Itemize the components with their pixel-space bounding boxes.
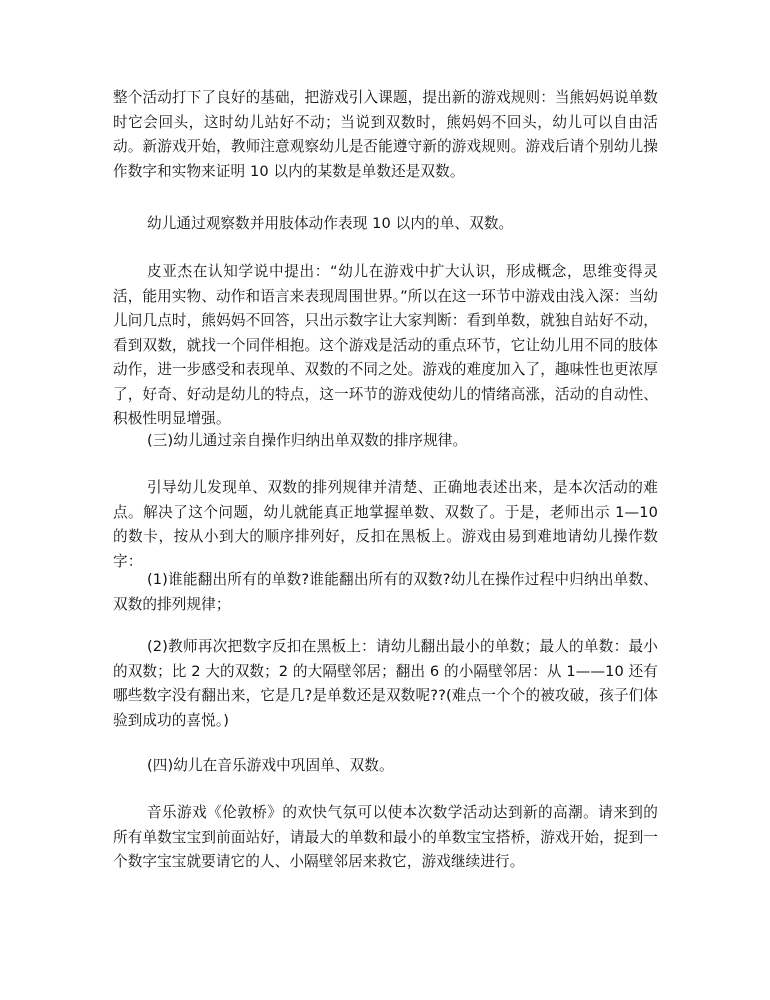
list-item-2: (2)教师再次把数字反扣在黑板上：请幼儿翻出最小的单数；最人的单数：最小的双数；比 2 大的双数；2 的大隔壁邻居；翻出 6 的小隔壁邻居：从 1——10 还有哪些数字没有翻出来，它是几?是单数还是双数呢??(难点一个个的被攻破，孩子们体验到成功的喜悦。) (113, 638, 658, 729)
paragraph-ordering-rules: 引导幼儿发现单、双数的排列规律并清楚、正确地表述出来，是本次活动的难点。解决了这个问题，幼儿就能真正地掌握单数、双数了。于是，老师出示 1—10 的数卡，按从小到大的顺序排列好，反扣在黑板上。游戏由易到难地请幼儿操作数字： (113, 479, 658, 570)
paragraph-game-rules: 整个活动打下了良好的基础，把游戏引入课题，提出新的游戏规则：当熊妈妈说单数时它会回头，这时幼儿站好不动；当说到双数时，熊妈妈不回头，幼儿可以自由活动。新游戏开始，教师注意观察幼儿是否能遵守新的游戏规则。游戏后请个别幼儿操作数字和实物来证明 10 以内的某数是单数还是双数。 (113, 89, 658, 180)
paragraph-piaget-theory: 皮亚杰在认知学说中提出：“幼儿在游戏中扩大认识，形成概念，思维变得灵活，能用实物、动作和语言来表现周围世界。”所以在这一环节中游戏由浅入深：当幼儿问几点时，熊妈妈不回答，只出示数字让大家判断：看到单数，就独自站好不动，看到双数，就找一个同伴相抱。这个游戏是活动的重点环节，它让幼儿用不同的肢体动作，进一步感受和表现单、双数的不同之处。游戏的难度加入了，趣味性也更浓厚了，好奇、好动是幼儿的特点，这一环节的游戏使幼儿的情绪高涨，活动的自动性、积极性明显增强。 (113, 263, 658, 427)
paragraph-observe-numbers: 幼儿通过观察数并用肢体动作表现 10 以内的单、双数。 (147, 215, 514, 232)
section-heading-three: (三)幼儿通过亲自操作归纳出单双数的排序规律。 (147, 432, 468, 449)
section-heading-four: (四)幼儿在音乐游戏中巩固单、双数。 (147, 757, 394, 774)
paragraph-music-game: 音乐游戏《伦敦桥》的欢快气氛可以使本次数学活动达到新的高潮。请来到的所有单数宝宝到前面站好，请最大的单数和最小的单数宝宝搭桥，游戏开始，捉到一个数字宝宝就要请它的人、小隔壁邻居来救它，游戏继续进行。 (113, 804, 658, 870)
list-item-1: (1)谁能翻出所有的单数?谁能翻出所有的双数?幼儿在操作过程中归纳出单数、双数的排列规律； (113, 571, 658, 613)
